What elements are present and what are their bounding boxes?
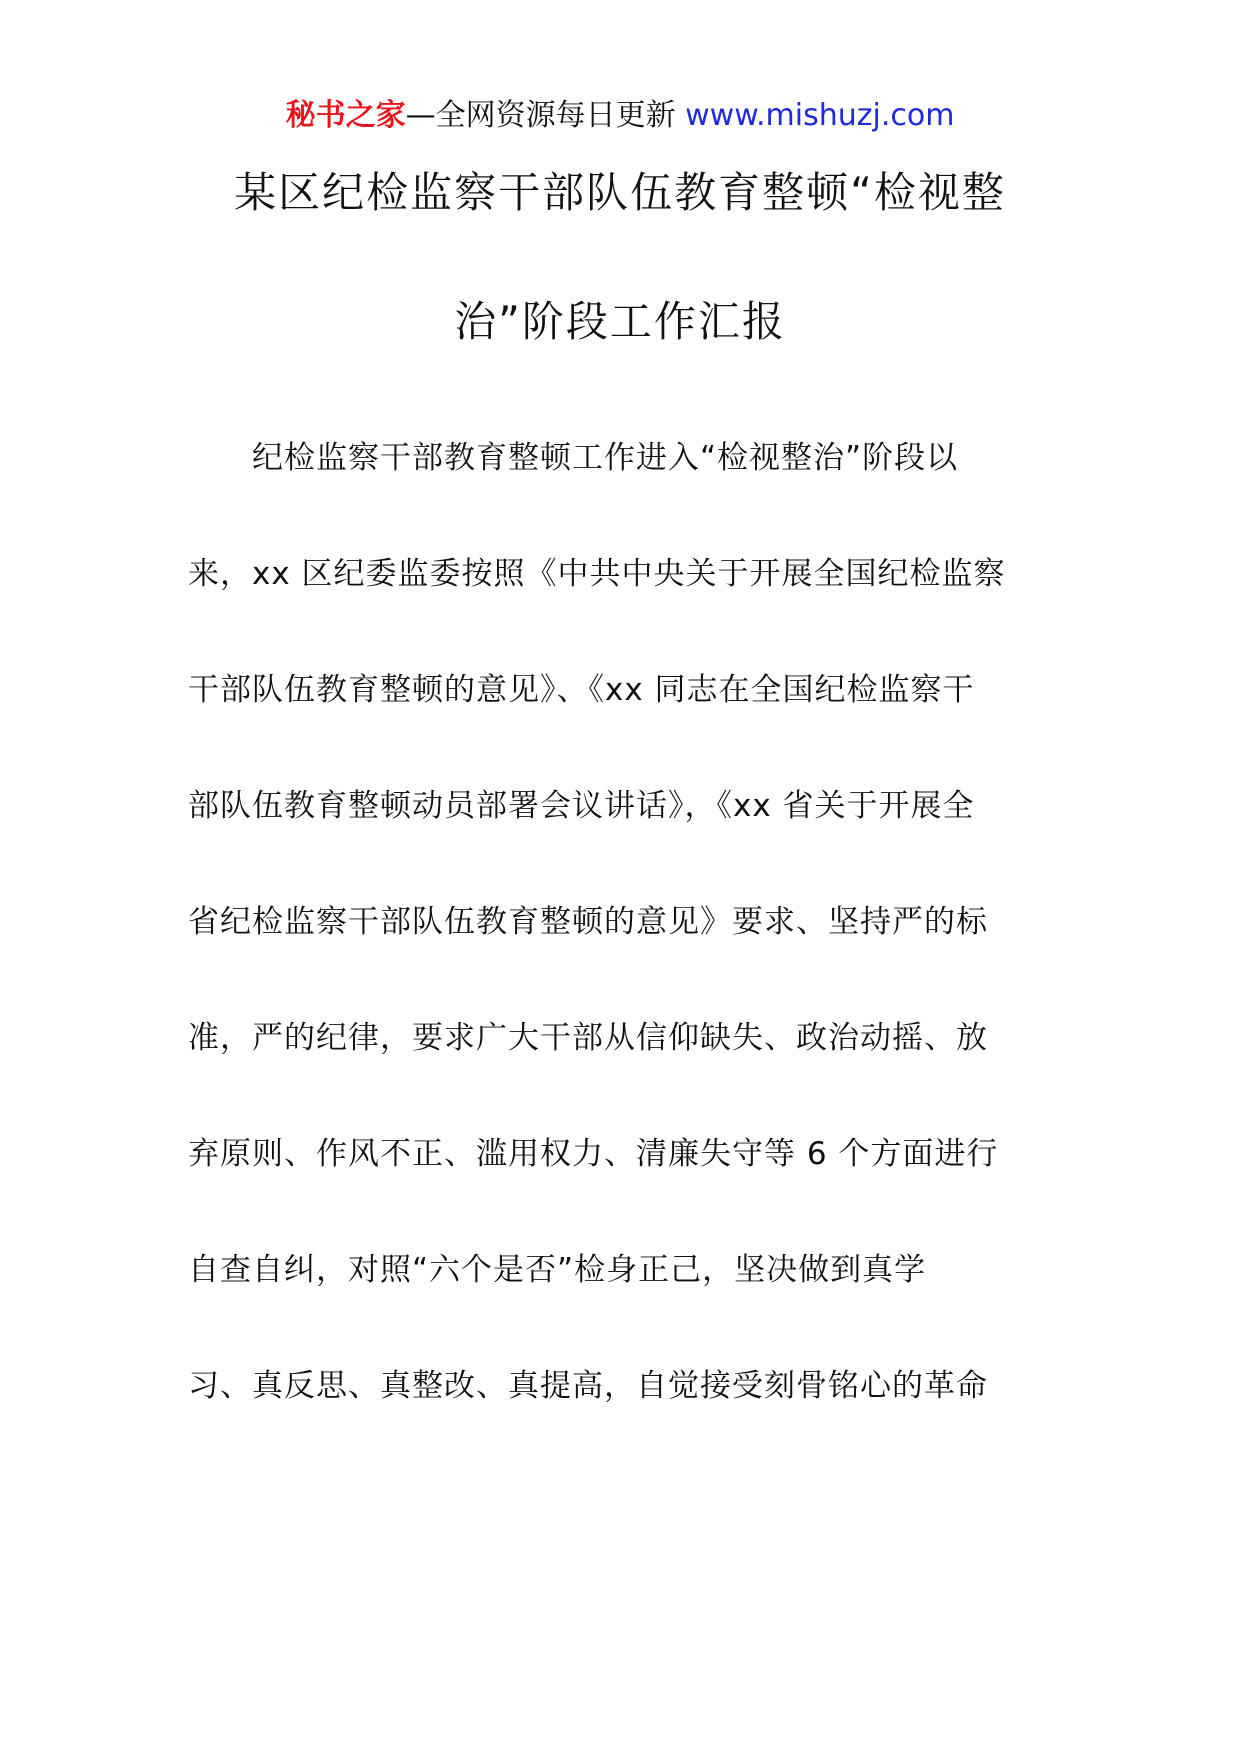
paragraph-line: 省纪检监察干部队伍教育整顿的意见》要求、坚持严的标 bbox=[188, 904, 988, 940]
site-url-link[interactable]: www.mishuzj.com bbox=[685, 98, 955, 133]
paragraph-line: 弃原则、作风不正、滥用权力、清廉失守等 6 个方面进行 bbox=[188, 1136, 999, 1172]
header-dash: — bbox=[405, 98, 436, 133]
paragraph-line: 习、真反思、真整改、真提高，自觉接受刻骨铭心的革命 bbox=[188, 1368, 988, 1404]
header-slogan: 全网资源每日更新 bbox=[435, 98, 676, 133]
paragraph-line: 干部队伍教育整顿的意见》、《xx 同志在全国纪检监察干 bbox=[188, 672, 975, 708]
paragraph-line: 部队伍教育整顿动员部署会议讲话》，《xx 省关于开展全 bbox=[188, 788, 975, 824]
paragraph-line: 来，xx 区纪委监委按照《中共中央关于开展全国纪检监察 bbox=[188, 556, 1006, 592]
paragraph-line: 纪检监察干部教育整顿工作进入“检视整治”阶段以 bbox=[252, 440, 959, 476]
paragraph-line: 准，严的纪律，要求广大干部从信仰缺失、政治动摇、放 bbox=[188, 1020, 988, 1056]
brand-name: 秘书之家 bbox=[285, 98, 406, 133]
paragraph-line: 自查自纠，对照“六个是否”检身正己，坚决做到真学 bbox=[188, 1252, 927, 1288]
site-header bbox=[0, 96, 1240, 136]
document-title-line-2: 治”阶段工作汇报 bbox=[454, 297, 786, 346]
document-title-line-1: 某区纪检监察干部队伍教育整顿“检视整 bbox=[234, 168, 1006, 217]
